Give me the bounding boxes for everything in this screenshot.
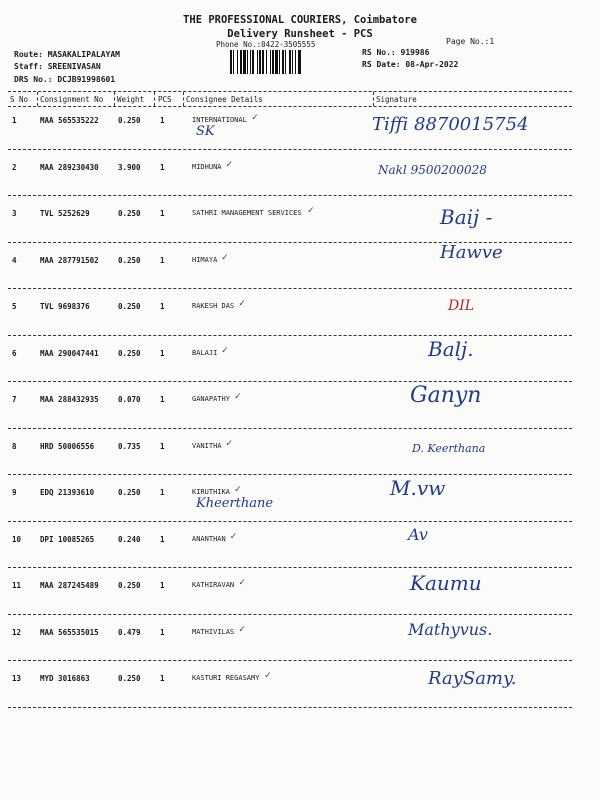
consignment-number: MAA 565535015 bbox=[40, 627, 99, 637]
pieces-count: 1 bbox=[160, 534, 165, 544]
check-mark-icon: ✓ bbox=[226, 158, 233, 170]
consignment-number: MAA 290047441 bbox=[40, 348, 99, 358]
pieces-count: 1 bbox=[160, 488, 165, 497]
weight-value: 0.250 bbox=[118, 302, 141, 311]
weight-value: 0.250 bbox=[118, 488, 141, 497]
consignee-name: KATHIRAVAN bbox=[192, 581, 235, 589]
signature: Av bbox=[408, 524, 428, 544]
weight-value: 0.250 bbox=[118, 255, 141, 265]
check-mark-icon: ✓ bbox=[234, 391, 241, 402]
signature: Nakl 9500200028 bbox=[378, 162, 487, 177]
weight-value: 0.250 bbox=[118, 348, 141, 358]
weight-value: 0.479 bbox=[118, 627, 141, 637]
signature: Hawve bbox=[440, 241, 503, 263]
row-separator bbox=[8, 335, 572, 336]
weight-value: 0.070 bbox=[118, 395, 141, 404]
header-top-rule bbox=[8, 91, 572, 92]
rs-date: RS Date: 08-Apr-2022 bbox=[362, 60, 459, 69]
drs-number: DRS No.: DCJB91998601 bbox=[14, 75, 116, 84]
col-consignee: Consignee Details bbox=[186, 95, 263, 104]
consignee-name: HIMAYA bbox=[192, 255, 218, 264]
check-mark-icon: ✓ bbox=[307, 205, 314, 216]
serial-number: 4 bbox=[12, 255, 17, 265]
pieces-count: 1 bbox=[160, 441, 165, 451]
serial-number: 7 bbox=[12, 395, 17, 404]
weight-value: 0.250 bbox=[118, 581, 141, 590]
check-mark-icon: ✓ bbox=[226, 437, 233, 449]
serial-number: 11 bbox=[12, 581, 22, 590]
serial-number: 9 bbox=[12, 488, 17, 497]
signature: D. Keerthana bbox=[412, 441, 486, 455]
row-separator bbox=[8, 567, 572, 568]
consignment-number: MYD 3016863 bbox=[40, 674, 90, 683]
pieces-count: 1 bbox=[160, 627, 165, 637]
consignment-number: MAA 287791502 bbox=[40, 255, 99, 265]
check-mark-icon: ✓ bbox=[239, 577, 246, 588]
consignment-number: TVL 5252629 bbox=[40, 209, 90, 218]
consignment-number: EDQ 21393610 bbox=[40, 488, 95, 497]
serial-number: 10 bbox=[12, 534, 22, 544]
pieces-count: 1 bbox=[160, 395, 165, 404]
phone-number: Phone No.:0422-3505555 bbox=[216, 40, 316, 49]
row-separator bbox=[8, 288, 572, 289]
pieces-count: 1 bbox=[160, 162, 165, 172]
check-mark-icon: ✓ bbox=[221, 344, 228, 356]
check-mark-icon: ✓ bbox=[234, 484, 241, 495]
serial-number: 8 bbox=[12, 441, 17, 451]
check-mark-icon: ✓ bbox=[264, 670, 271, 681]
consignee-name: VANITHA bbox=[192, 441, 222, 450]
consignee-name: INTERNATIONAL bbox=[192, 116, 247, 124]
serial-number: 12 bbox=[12, 627, 22, 637]
serial-number: 2 bbox=[12, 162, 17, 172]
check-mark-icon: ✓ bbox=[251, 112, 258, 123]
consignee-name: GANAPATHY bbox=[192, 395, 230, 403]
consignee-name: MATHIVILAS bbox=[192, 627, 235, 636]
consignee-name: KIRUTHIKA bbox=[192, 488, 230, 496]
consignment-number: DPI 10085265 bbox=[40, 534, 95, 544]
weight-value: 0.250 bbox=[118, 674, 141, 683]
col-signature: Signature bbox=[376, 95, 417, 104]
signature: Tiffi 8870015754 bbox=[372, 114, 529, 135]
consignee-name: ANANTHAN bbox=[192, 534, 226, 543]
row-separator bbox=[8, 474, 572, 475]
handwritten-note: Kheerthane bbox=[196, 496, 274, 511]
consignee-name: KASTURI REGASAMY bbox=[192, 674, 260, 682]
barcode bbox=[230, 50, 340, 74]
row-separator bbox=[8, 521, 572, 522]
check-mark-icon: ✓ bbox=[230, 530, 237, 542]
pieces-count: 1 bbox=[160, 348, 165, 358]
signature: Kaumu bbox=[410, 571, 482, 595]
weight-value: 0.735 bbox=[118, 441, 141, 451]
consignee-name: RAKESH DAS bbox=[192, 302, 235, 310]
row-separator bbox=[8, 614, 572, 615]
col-consignment: Consignment No bbox=[40, 95, 104, 104]
serial-number: 13 bbox=[12, 674, 22, 683]
pieces-count: 1 bbox=[160, 302, 165, 311]
signature: Ganyn bbox=[410, 383, 482, 408]
weight-value: 0.240 bbox=[118, 534, 141, 544]
signature: Balj. bbox=[428, 336, 474, 361]
signature: RaySamy. bbox=[428, 668, 517, 689]
company-title: THE PROFESSIONAL COURIERS, Coimbatore bbox=[183, 14, 417, 26]
consignment-number: MAA 288432935 bbox=[40, 395, 99, 404]
weight-value: 3.900 bbox=[118, 162, 141, 172]
consignee-name: MIDHUNA bbox=[192, 162, 222, 171]
consignment-number: MAA 565535222 bbox=[40, 116, 99, 125]
row-separator bbox=[8, 381, 572, 382]
row-separator bbox=[8, 428, 572, 429]
row-separator bbox=[8, 149, 572, 150]
col-weight: Weight bbox=[117, 95, 145, 104]
pieces-count: 1 bbox=[160, 116, 165, 125]
signature: M.vw bbox=[390, 476, 446, 500]
pieces-count: 1 bbox=[160, 674, 165, 683]
route-field: Route: MASAKALIPALAYAM bbox=[14, 50, 120, 59]
row-separator bbox=[8, 660, 572, 661]
check-mark-icon: ✓ bbox=[221, 251, 228, 263]
serial-number: 5 bbox=[12, 302, 17, 311]
rs-number: RS No.: 919986 bbox=[362, 48, 430, 57]
serial-number: 6 bbox=[12, 348, 17, 358]
handwritten-note: SK bbox=[196, 124, 215, 139]
signature: Mathyvus. bbox=[408, 619, 493, 639]
pieces-count: 1 bbox=[160, 255, 165, 265]
header-bottom-rule bbox=[8, 106, 572, 107]
consignment-number: MAA 287245489 bbox=[40, 581, 99, 590]
col-pcs: PCS bbox=[158, 95, 172, 104]
staff-field: Staff: SREENIVASAN bbox=[14, 62, 101, 71]
consignee-name: SATHRI MANAGEMENT SERVICES bbox=[192, 209, 302, 217]
page-number: Page No.:1 bbox=[446, 37, 495, 46]
signature: Baij - bbox=[440, 205, 493, 229]
sheet-title: Delivery Runsheet - PCS bbox=[227, 28, 373, 40]
pieces-count: 1 bbox=[160, 209, 165, 218]
col-sno: S No bbox=[10, 95, 29, 104]
consignment-number: HRD 50006556 bbox=[40, 441, 95, 451]
serial-number: 1 bbox=[12, 116, 17, 125]
pieces-count: 1 bbox=[160, 581, 165, 590]
check-mark-icon: ✓ bbox=[239, 623, 246, 635]
consignment-number: MAA 289230430 bbox=[40, 162, 99, 172]
serial-number: 3 bbox=[12, 209, 17, 218]
row-separator bbox=[8, 195, 572, 196]
check-mark-icon: ✓ bbox=[239, 298, 246, 309]
consignment-number: TVL 9698376 bbox=[40, 302, 90, 311]
signature: DIL bbox=[448, 298, 475, 314]
consignee-name: BALAJI bbox=[192, 348, 218, 357]
weight-value: 0.250 bbox=[118, 116, 141, 125]
row-separator bbox=[8, 707, 572, 708]
weight-value: 0.250 bbox=[118, 209, 141, 218]
